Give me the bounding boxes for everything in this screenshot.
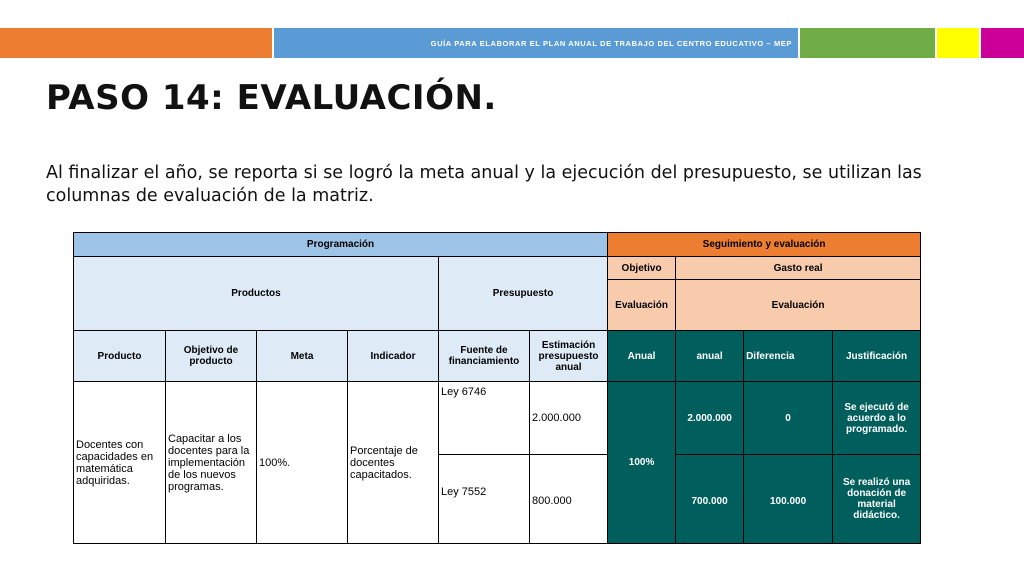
col-anual-gasto: anual <box>676 331 744 382</box>
header-magenta-segment <box>981 28 1024 58</box>
cell-objetivo-producto: Capacitar a los docentes para la implementación de los nuevos programas. <box>166 382 257 544</box>
header-gasto-real: Gasto real <box>676 257 921 280</box>
col-objetivo-producto: Objetivo de producto <box>166 331 257 382</box>
col-indicador: Indicador <box>348 331 439 382</box>
header-productos: Productos <box>74 257 439 331</box>
cell-estimacion-1: 2.000.000 <box>530 382 608 455</box>
col-anual: Anual <box>608 331 676 382</box>
header-blue-segment <box>274 28 798 58</box>
cell-fuente-1: Ley 6746 <box>439 382 530 455</box>
col-justificacion: Justificación <box>833 331 921 382</box>
header-objetivo: Objetivo <box>608 257 676 280</box>
header-programacion: Programación <box>74 233 608 257</box>
intro-paragraph: Al finalizar el año, se reporta si se logró la meta anual y la ejecución del presupuesto, se utilizan las columnas de evaluación de la matriz. <box>46 163 922 206</box>
page-title: PASO 14: EVALUACIÓN. <box>46 78 497 118</box>
cell-justificacion-2: Se realizó una donación de material didáctico. <box>833 455 921 544</box>
col-estimacion: Estimación presupuesto anual <box>530 331 608 382</box>
col-meta: Meta <box>257 331 348 382</box>
col-diferencia: Diferencia <box>744 331 833 382</box>
header-orange-segment <box>0 28 272 58</box>
header-color-bar <box>0 28 1024 58</box>
cell-gasto-2: 700.000 <box>676 455 744 544</box>
header-evaluacion-objetivo: Evaluación <box>608 280 676 331</box>
cell-fuente-2: Ley 7552 <box>439 455 530 544</box>
cell-producto: Docentes con capacidades en matemática adquiridas. <box>74 382 166 544</box>
cell-anual-percent: 100% <box>608 382 676 544</box>
header-evaluacion-gasto: Evaluación <box>676 280 921 331</box>
header-presupuesto: Presupuesto <box>439 257 608 331</box>
col-producto: Producto <box>74 331 166 382</box>
col-fuente: Fuente de financiamiento <box>439 331 530 382</box>
header-yellow-segment <box>937 28 979 58</box>
guide-title: GUÍA PARA ELABORAR EL PLAN ANUAL DE TRABAJO DEL CENTRO EDUCATIVO – MEP <box>430 38 792 48</box>
cell-diferencia-2: 100.000 <box>744 455 833 544</box>
cell-justificacion-1: Se ejecutó de acuerdo a lo programado. <box>833 382 921 455</box>
cell-diferencia-1: 0 <box>744 382 833 455</box>
cell-meta: 100%. <box>257 382 348 544</box>
cell-indicador: Porcentaje de docentes capacitados. <box>348 382 439 544</box>
header-green-segment <box>800 28 935 58</box>
evaluation-matrix <box>73 232 921 544</box>
cell-estimacion-2: 800.000 <box>530 455 608 544</box>
cell-gasto-1: 2.000.000 <box>676 382 744 455</box>
header-seguimiento: Seguimiento y evaluación <box>608 233 921 257</box>
